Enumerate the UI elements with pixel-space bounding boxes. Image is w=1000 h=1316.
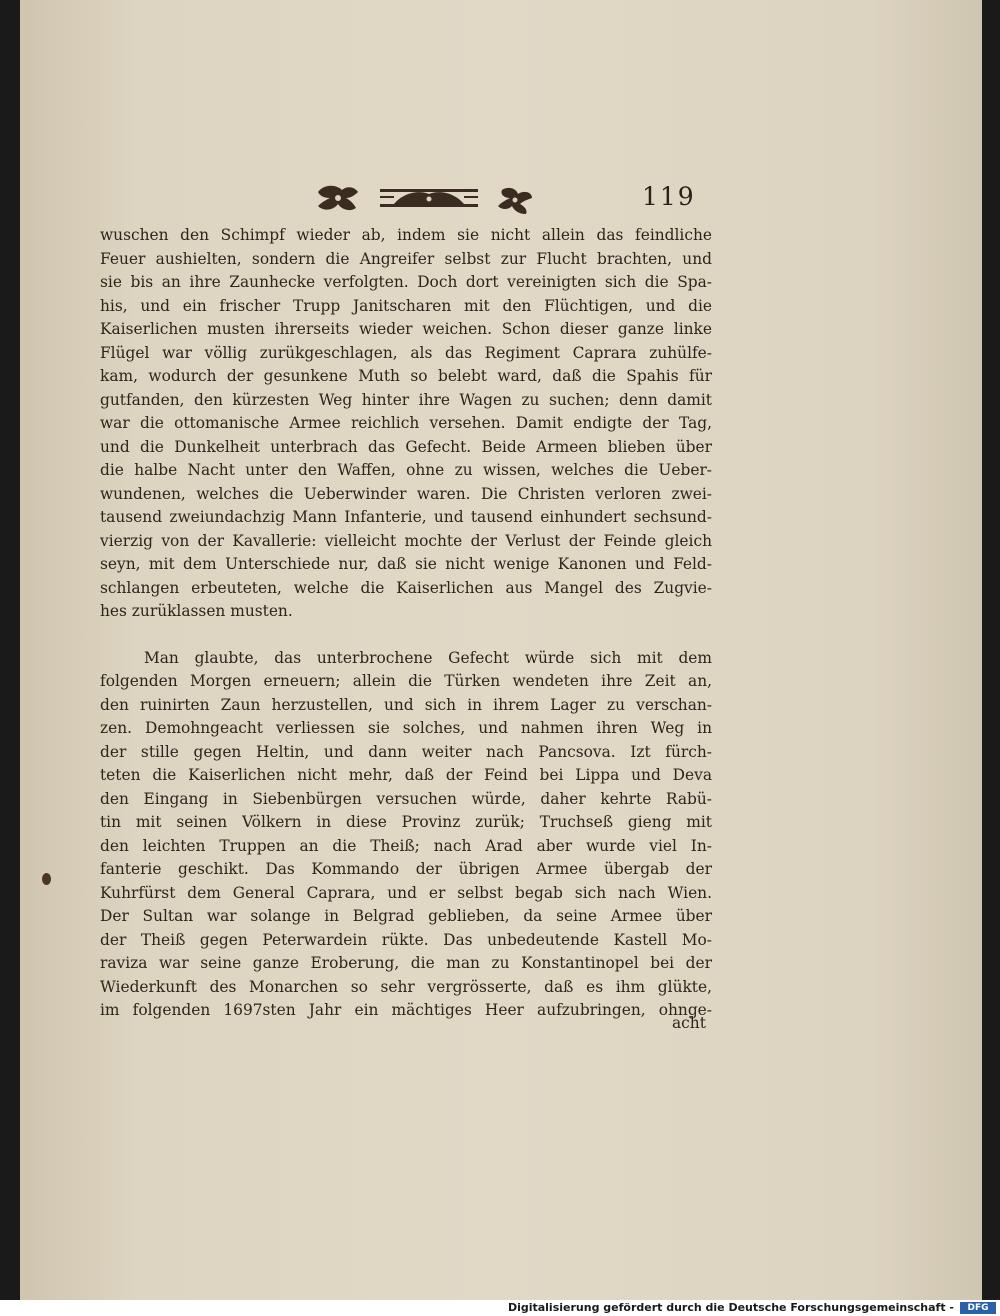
ink-spot [42,873,51,885]
paragraph-2 [100,647,712,1023]
text-line: der Theiß gegen Peterwardein rükte. Das unbedeutende Kastell Mo- [100,930,712,949]
text-line: Man glaubte, das unterbrochene Gefecht würde sich mit dem [144,648,712,667]
text-line: zen. Demohngeacht verliessen sie solches, und nahmen ihren Weg in [100,719,712,737]
text-line: Wiederkunft des Monarchen so sehr vergrösserte, daß es ihm glükte, [100,977,712,996]
text-line: schlangen erbeuteten, welche die Kaiserlichen aus Mangel des Zugvie- [100,578,712,597]
text-line: wundenen, welches die Ueberwinder waren. Die Christen verloren zwei- [100,484,712,503]
page-header [20,178,982,218]
paragraph-gap [100,624,712,647]
text-line: Kaiserlichen musten ihrerseits wieder weichen. Schon dieser ganze linke [100,320,712,338]
text-line: tausend zweiundachzig Mann Infanterie, und tausend einhundert sechsund- [100,508,712,526]
text-line: im folgenden 1697sten Jahr ein mächtiges Heer aufzubringen, ohnge- [100,1001,712,1019]
text-line: den ruinirten Zaun herzustellen, und sich in ihrem Lager zu verschan- [100,695,712,714]
text-line: wuschen den Schimpf wieder ab, indem sie nicht allein das feindliche [100,226,712,244]
text-line: kam, wodurch der gesunkene Muth so belebt ward, daß die Spahis für [100,367,712,385]
text-line: hes zurüklassen musten. [100,602,293,620]
text-line: folgenden Morgen erneuern; allein die Türken wendeten ihre Zeit an, [100,672,712,690]
paragraph-1 [100,224,712,624]
text-line: his, und ein frischer Trupp Janitscharen mit den Flüchtigen, und die [100,296,712,315]
text-line: Der Sultan war solange in Belgrad geblieben, da seine Armee über [100,907,712,925]
book-page [20,0,982,1300]
text-line: gutfanden, den kürzesten Weg hinter ihre Wagen zu suchen; denn damit [100,390,712,409]
text-line: Flügel war völlig zurükgeschlagen, als das Regiment Caprara zuhülfe- [100,343,712,362]
catchword: acht [672,1014,706,1032]
text-line: vierzig von der Kavallerie: vielleicht mochte der Verlust der Feinde gleich [100,531,712,550]
text-line: den Eingang in Siebenbürgen versuchen würde, daher kehrte Rabü- [100,789,712,808]
text-line: raviza war seine ganze Eroberung, die man zu Konstantinopel bei der [100,954,712,972]
body-text [100,224,712,1023]
dfg-logo-icon: DFG [960,1302,996,1314]
text-line: die halbe Nacht unter den Waffen, ohne zu wissen, welches die Ueber- [100,461,712,479]
text-line: seyn, mit dem Unterschiede nur, daß sie nicht wenige Kanonen und Feld- [100,555,712,573]
page-number: 119 [642,182,696,211]
text-line: war die ottomanische Armee reichlich versehen. Damit endigte der Tag, [100,414,712,432]
footer-bar [0,1300,1000,1316]
text-line: fanterie geschikt. Das Kommando der übrigen Armee übergab der [100,860,712,878]
text-line: Kuhrfürst dem General Caprara, und er selbst begab sich nach Wien. [100,883,712,902]
text-line: Feuer aushielten, sondern die Angreifer selbst zur Flucht brachten, und [100,249,712,268]
text-line: teten die Kaiserlichen nicht mehr, daß der Feind bei Lippa und Deva [100,766,712,784]
funding-notice: Digitalisierung gefördert durch die Deutsche Forschungsgemeinschaft - [507,1301,954,1314]
text-line: der stille gegen Heltin, und dann weiter nach Pancsova. Izt fürch- [100,742,712,761]
text-line: tin mit seinen Völkern in diese Provinz zurük; Truchseß gieng mit [100,813,712,831]
text-line: sie bis an ihre Zaunhecke verfolgten. Doch dort vereinigten sich die Spa- [100,273,712,291]
printers-ornament-icon [310,178,550,218]
text-line: den leichten Truppen an die Theiß; nach Arad aber wurde viel In- [100,836,712,855]
text-line: und die Dunkelheit unterbrach das Gefecht. Beide Armeen blieben über [100,437,712,456]
